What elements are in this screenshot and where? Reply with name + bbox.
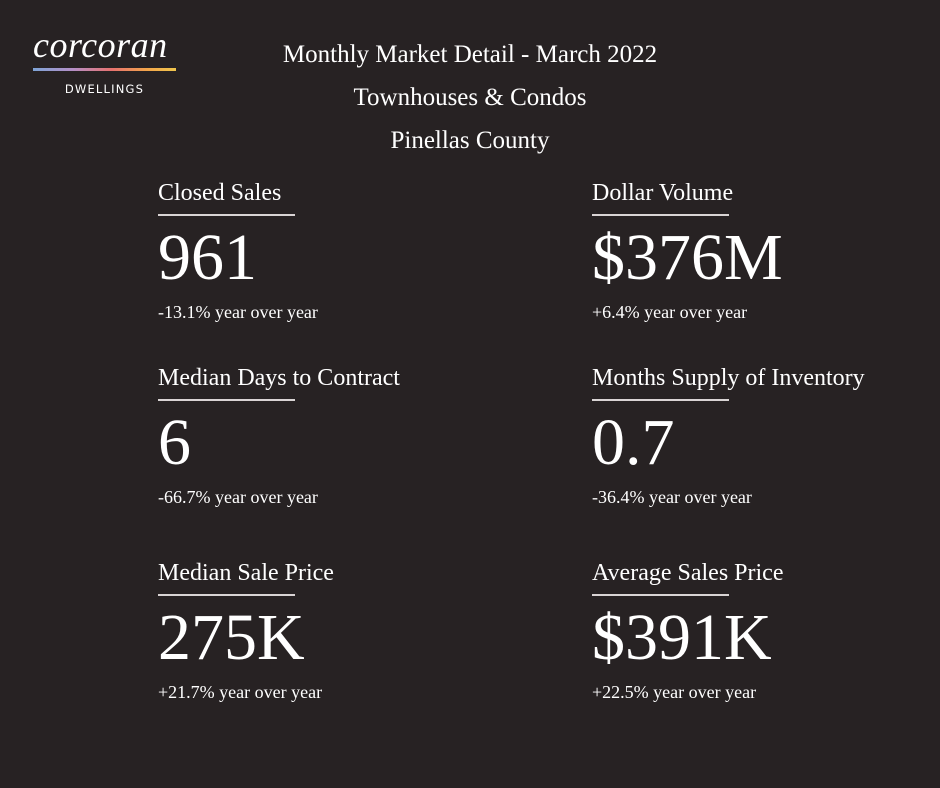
metric-months-supply: [592, 363, 922, 508]
report-header: [190, 33, 750, 162]
metric-value: 6: [158, 406, 191, 479]
metric-label: Months Supply of Inventory: [592, 365, 865, 391]
metric-underline: [592, 594, 729, 596]
metric-change: +21.7% year over year: [158, 682, 323, 702]
metric-dollar-volume: [592, 178, 922, 323]
metric-change: -66.7% year over year: [158, 487, 318, 507]
metric-underline: [158, 594, 295, 596]
report-title: Monthly Market Detail - March 2022: [282, 41, 658, 68]
metric-underline: [592, 214, 729, 216]
metric-median-days-to-contract: [158, 363, 488, 508]
corcoran-logo: [33, 26, 178, 96]
property-type: Townhouses & Condos: [353, 84, 587, 111]
metric-label: Average Sales Price: [592, 560, 784, 586]
metric-label: Closed Sales: [158, 180, 282, 206]
logo-subtitle: DWELLINGS: [64, 82, 145, 96]
metric-median-sale-price: [158, 558, 488, 703]
metric-change: -36.4% year over year: [592, 487, 752, 507]
metric-underline: [158, 399, 295, 401]
metric-closed-sales: [158, 178, 488, 323]
metric-value: $376M: [592, 221, 783, 294]
county-name: Pinellas County: [390, 127, 550, 154]
logo-gradient-bar: [33, 68, 176, 71]
metric-underline: [158, 214, 295, 216]
metric-average-sales-price: [592, 558, 922, 703]
metric-value: 275K: [158, 601, 305, 674]
metric-label: Median Days to Contract: [158, 365, 400, 391]
metric-change: -13.1% year over year: [158, 302, 318, 322]
metric-underline: [592, 399, 729, 401]
logo-wordmark: corcoran: [33, 25, 168, 65]
metric-value: 0.7: [592, 406, 675, 479]
metric-value: $391K: [592, 601, 772, 674]
metric-change: +6.4% year over year: [592, 302, 748, 322]
metric-label: Dollar Volume: [592, 180, 734, 206]
metric-label: Median Sale Price: [158, 560, 334, 586]
metric-value: 961: [158, 221, 257, 294]
metric-change: +22.5% year over year: [592, 682, 757, 702]
